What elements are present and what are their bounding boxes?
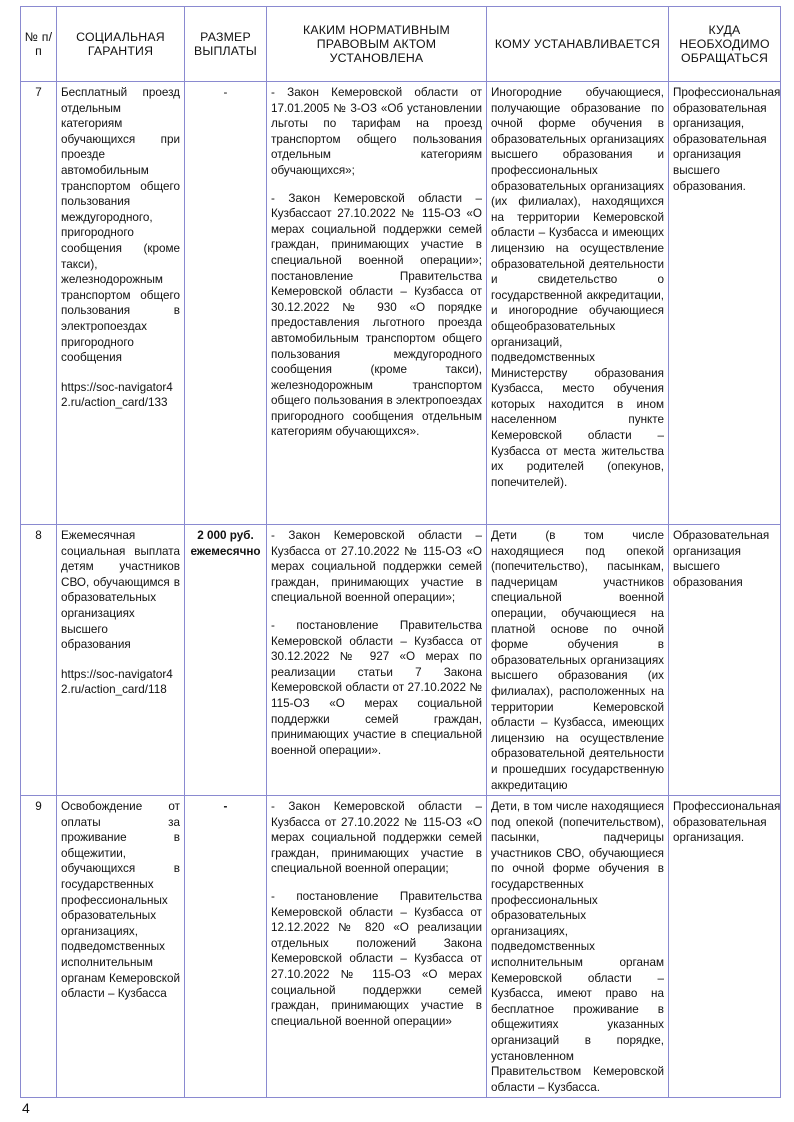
guarantee-text: Освобождение от оплаты за проживание в общежитии, обучающихся в государственных профессиональных образовательных организациях, подведомственных исполнительным органам Кемеровской области – Кузбасса <box>61 800 180 1001</box>
header-payment: РАЗМЕР ВЫПЛАТЫ <box>185 7 267 82</box>
where-to-apply-cell: Образовательная организация высшего образования <box>669 525 781 796</box>
guarantee-cell <box>57 796 185 1098</box>
legal-act-paragraph: - Закон Кемеровской области – Кузбасса от 27.10.2022 № 115-ОЗ «О мерах социальной поддержки семей граждан, принимающих участие в специальной военной операции; <box>271 800 482 876</box>
guarantee-cell <box>57 525 185 796</box>
legal-act-cell <box>267 82 487 525</box>
recipients-cell: Дети, в том числе находящиеся под опекой (попечительством), пасынки, падчерицы участников СВО, обучающиеся по очной форме обучения в государственных профессиональных образовательных организациях, подведомственных исполнительным органам Кемеровской области – Кузбасса, имеют право на бесплатное проживание в общежитиях указанных организаций в порядке, установленном Правительством Кемеровской области – Кузбасса. <box>487 796 669 1098</box>
page-number: 4 <box>22 1100 30 1116</box>
table-row <box>21 525 781 796</box>
row-number: 9 <box>21 796 57 1098</box>
social-guarantees-table <box>20 6 781 1098</box>
legal-act-cell <box>267 525 487 796</box>
guarantee-text: Ежемесячная социальная выплата детям участников СВО, обучающимся в образовательных организациях высшего образования <box>61 529 180 652</box>
table-row <box>21 796 781 1098</box>
row-number: 8 <box>21 525 57 796</box>
soc-navigator-link[interactable]: https://soc-navigator42.ru/action_card/133 <box>61 380 173 410</box>
guarantee-cell <box>57 82 185 525</box>
legal-act-paragraph: - постановление Правительства Кемеровской области – Кузбасса от 30.12.2022 № 927 «О мерах по реализации статьи 7 Закона Кемеровской области от 27.10.2022 № 115-ОЗ «О мерах социальной поддержки семей граждан, принимающих участие в специальной военной операции». <box>271 618 482 757</box>
recipients-cell: Иногородние обучающиеся, получающие образование по очной форме обучения в образовательных организациях высшего образования и профессиональных образовательных организациях (их филиалах), находящихся на территории Кемеровской области – Кузбасса и имеющих лицензию на осуществление образовательной деятельности и свидетельство о государственной аккредитации, и иногородние обучающиеся общеобразовательных организаций, подведомственных Министерству образования Кузбасса, место обучения которых находится в ином населенном пункте Кемеровской области – Кузбасса от места жительства их родителей (опекунов, попечителей). <box>487 82 669 525</box>
table-row <box>21 82 781 525</box>
header-where-to-apply: КУДА НЕОБХОДИМО ОБРАЩАТЬСЯ <box>669 7 781 82</box>
payment-cell: - <box>185 82 267 525</box>
payment-cell: 2 000 руб. ежемесячно <box>185 525 267 796</box>
table-header-row <box>21 7 781 82</box>
guarantee-text: Бесплатный проезд отдельным категориям обучающихся при проезде автомобильным транспортом общего пользования междугородного, пригородного сообщения (кроме такси), железнодорожным транспортом общего пользования в электропоездах пригородного сообщения <box>61 86 180 365</box>
legal-act-paragraph: - Закон Кемеровской области – Кузбасса от 27.10.2022 № 115-ОЗ «О мерах социальной поддержки семей граждан, принимающих участие в специальной военной операции»; <box>271 529 482 605</box>
legal-act-paragraph: - Закон Кемеровской области от 17.01.2005 № 3-ОЗ «Об установлении льготы по тарифам на проезд транспортом общего пользования отдельным категориям обучающихся»; <box>271 86 482 177</box>
legal-act-paragraph: - Закон Кемеровской области – Кузбассаот 27.10.2022 № 115-ОЗ «О мерах социальной поддержки семей граждан, принимающих участие в специальной военной операции»; постановление Правительства Кемеровской области – Кузбасса от 30.12.2022 № 930 «О порядке предоставления льготного проезда автомобильным транспортом общего пользования междугородного сообщения (кроме такси), железнодорожным транспортом общего пользования в электропоездах пригородного сообщения отдельным категориям обучающихся». <box>271 191 482 439</box>
payment-cell: - <box>185 796 267 1098</box>
soc-navigator-link[interactable]: https://soc-navigator42.ru/action_card/118 <box>61 667 173 697</box>
legal-act-paragraph: - постановление Правительства Кемеровской области – Кузбасса от 12.12.2022 № 820 «О реализации отдельных положений Закона Кемеровской области – Кузбасса от 27.10.2022 № 115-ОЗ «О мерах социальной поддержки семей граждан, принимающих участие в специальной военной операции» <box>271 890 482 1028</box>
header-recipients: КОМУ УСТАНАВЛИВАЕТСЯ <box>487 7 669 82</box>
legal-act-cell <box>267 796 487 1098</box>
header-guarantee: СОЦИАЛЬНАЯ ГАРАНТИЯ <box>57 7 185 82</box>
header-number: № п/п <box>21 7 57 82</box>
where-to-apply-cell: Профессиональная образовательная организация. <box>669 796 781 1098</box>
where-to-apply-cell: Профессиональная образовательная организация, образовательная организация высшего образования. <box>669 82 781 525</box>
row-number: 7 <box>21 82 57 525</box>
header-legal-act: КАКИМ НОРМАТИВНЫМ ПРАВОВЫМ АКТОМ УСТАНОВЛЕНА <box>267 7 487 82</box>
recipients-cell: Дети (в том числе находящиеся под опекой (попечительство), пасынкам, падчерицам участников специальной военной операции, обучающиеся на платной основе по очной форме обучения в образовательных организациях высшего образования (их филиалах), расположенных на территории Кемеровской области – Кузбасса, имеющих лицензию на осуществление образовательной деятельности и прошедших государственную аккредитацию <box>487 525 669 796</box>
